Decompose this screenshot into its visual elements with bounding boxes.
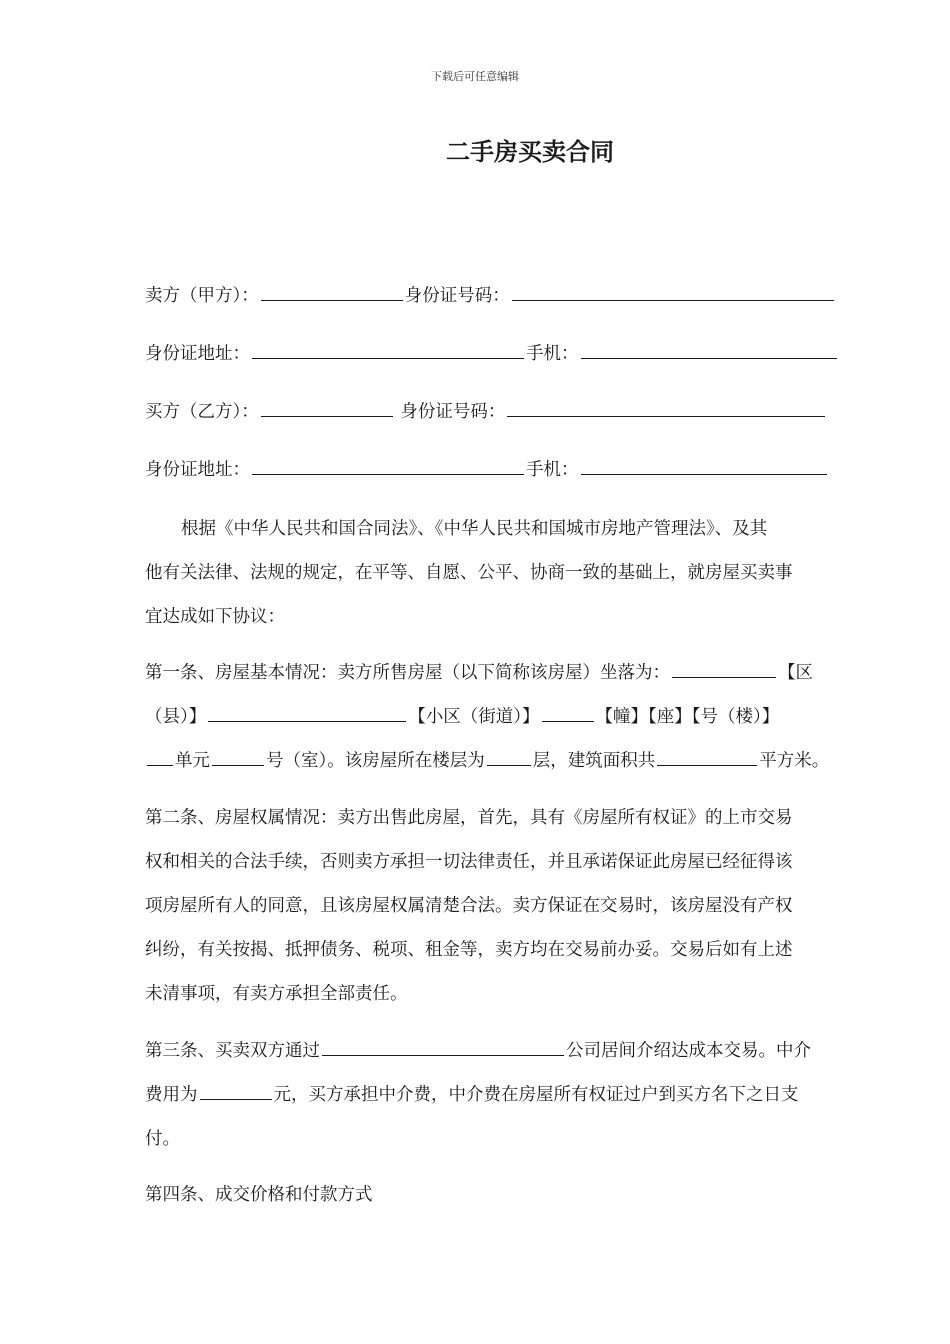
document-title: 二手房买卖合同 [446, 138, 614, 166]
article-2-line-1: 第二条、房屋权属情况：卖方出售此房屋，首先，具有《房屋所有权证》的上市交易 [145, 808, 793, 828]
article-2-line-2: 权和相关的合法手续，否则卖方承担一切法律责任，并且承诺保证此房屋已经征得该 [145, 852, 793, 872]
article-3-line-3: 付。 [145, 1129, 180, 1149]
unit-field[interactable] [147, 747, 173, 766]
fee-field[interactable] [200, 1081, 272, 1100]
seller-address-label: 身份证地址： [145, 344, 250, 364]
buyer-id-label: 身份证号码： [400, 402, 506, 422]
area-field[interactable] [657, 747, 757, 766]
buyer-line [145, 398, 827, 424]
intro-paragraph [145, 507, 865, 639]
article-2-line-5: 未清事项，有卖方承担全部责任。 [145, 984, 408, 1004]
seller-phone-label: 手机： [526, 344, 579, 364]
article-1-line-1: 第一条、房屋基本情况：卖方所售房屋（以下简称该房屋）坐落为： 【区 [145, 651, 865, 695]
article-4-heading: 第四条、成交价格和付款方式 [145, 1185, 373, 1205]
buyer-address-label: 身份证地址： [145, 460, 250, 480]
seller-address-field[interactable] [252, 340, 524, 359]
intro-line-3: 宜达成如下协议： [145, 607, 285, 627]
seller-id-field[interactable] [512, 282, 834, 301]
district-field[interactable] [672, 659, 776, 678]
buyer-label: 买方（乙方）： [145, 402, 259, 422]
community-field[interactable] [208, 703, 406, 722]
seller-address-line [145, 340, 839, 366]
article-1-line-3: 单元 号（室）。该房屋所在楼层为 层，建筑面积共 平方米。 [145, 739, 865, 783]
intro-line-1: 根据《中华人民共和国合同法》、《中华人民共和国城市房地产管理法》、及其 [181, 519, 768, 539]
article-2 [145, 796, 865, 1016]
seller-phone-field[interactable] [581, 340, 837, 359]
article-3 [145, 1029, 865, 1161]
buyer-name-field[interactable] [261, 398, 393, 417]
article-2-line-3: 项房屋所有人的同意，且该房屋权属清楚合法。卖方保证在交易时，该房屋没有产权 [145, 896, 793, 916]
header-note: 下载后可任意编辑 [431, 70, 519, 83]
article-3-line-2: 费用为 元，买方承担中介费，中介费在房屋所有权证过户到买方名下之日支 [145, 1073, 865, 1117]
seller-id-label: 身份证号码： [404, 286, 510, 306]
buyer-address-field[interactable] [252, 456, 524, 475]
floor-field[interactable] [487, 747, 531, 766]
buyer-address-line [145, 456, 829, 482]
article-1 [145, 651, 865, 783]
buyer-phone-field[interactable] [581, 456, 827, 475]
article-1-line-2: （县）】 【小区（街道）】 【幢】【座】【号（楼）】 [145, 695, 865, 739]
buyer-phone-label: 手机： [526, 460, 579, 480]
room-field[interactable] [212, 747, 264, 766]
agency-field[interactable] [322, 1037, 564, 1056]
article-2-line-4: 纠纷，有关按揭、抵押债务、税项、租金等，卖方均在交易前办妥。交易后如有上述 [145, 940, 793, 960]
intro-line-2: 他有关法律、法规的规定，在平等、自愿、公平、协商一致的基础上，就房屋买卖事 [145, 563, 793, 583]
buyer-id-field[interactable] [507, 398, 825, 417]
seller-line [145, 282, 836, 308]
building-field[interactable] [542, 703, 594, 722]
article-3-line-1: 第三条、买卖双方通过 公司居间介绍达成本交易。中介 [145, 1029, 865, 1073]
seller-label: 卖方（甲方）： [145, 286, 259, 306]
seller-name-field[interactable] [261, 282, 403, 301]
